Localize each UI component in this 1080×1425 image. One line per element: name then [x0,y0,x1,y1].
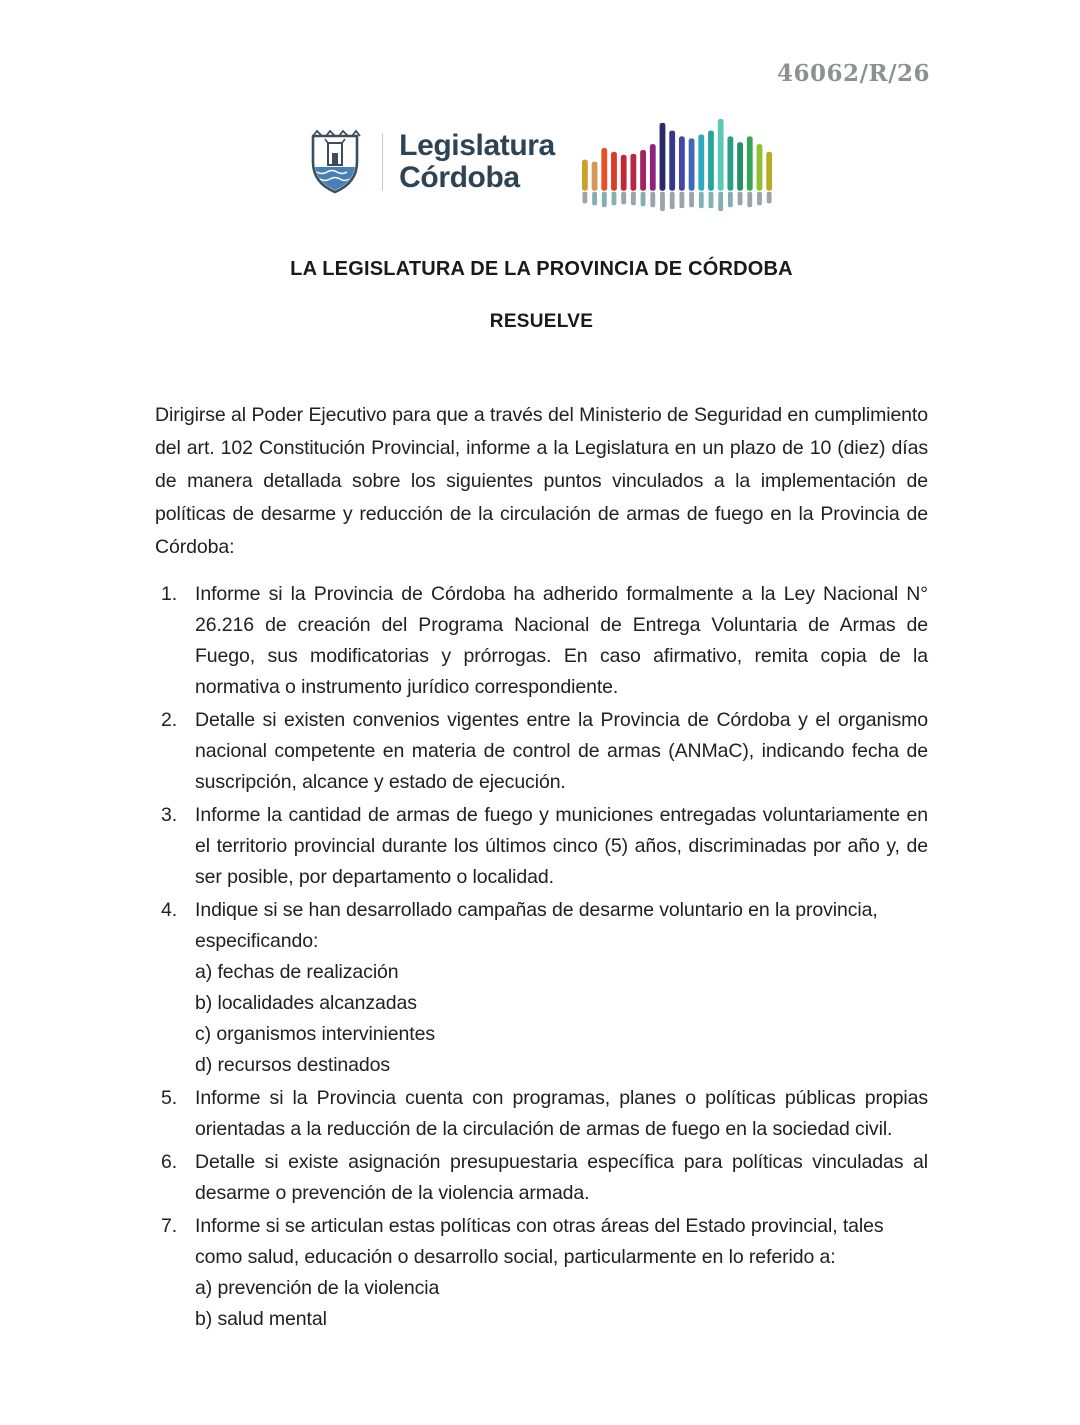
item-body [195,579,928,703]
intro-paragraph: Dirigirse al Poder Ejecutivo para que a través del Ministerio de Seguridad en cumplimiento del art. 102 Constitución Provincial, informe a la Legislatura en un plazo de 10 (diez) días de manera detallada sobre los siguientes puntos vinculados a la implementación de políticas de desarme y reducción de la circulación de armas de fuego en la Provincia de Córdoba: [155,404,928,558]
item-number: 2. [161,709,178,731]
item-number: 1. [161,583,178,605]
legislature-bars-icon [577,117,779,214]
item-sub-point: b) localidades alcanzadas [195,992,417,1014]
logo-wordmark-line1: Legislatura [399,128,555,162]
resolution-item [155,1147,928,1209]
item-body [195,800,928,893]
item-text: Indique si se han desarrollado campañas de desarme voluntario en la provincia, especificando: [195,899,878,952]
item-text: Informe la cantidad de armas de fuego y municiones entregadas voluntariamente en el territorio provincial durante los últimos cinco (5) años, discriminadas por año y, de ser posible, por departamento o localidad. [195,804,928,888]
resolution-item [155,705,928,798]
item-body [195,895,928,1081]
item-sub-point: a) prevención de la violencia [195,1277,440,1299]
document-subtitle: RESUELVE [489,311,594,332]
legislature-logo [155,112,928,212]
logo-wordmark-line2: Córdoba [399,161,520,194]
document-title: LA LEGISLATURA DE LA PROVINCIA DE CÓRDOBA [290,258,793,280]
logo-wordmark [399,130,561,194]
item-sub-point: a) fechas de realización [195,961,399,983]
item-number: 5. [161,1087,178,1109]
item-text: Informe si la Provincia de Córdoba ha adherido formalmente a la Ley Nacional N° 26.216 de creación del Programa Nacional de Entrega Voluntaria de Armas de Fuego, sus modificatorias y prórrogas. En caso afirmativo, remita copia de la normativa o instrumento jurídico correspondiente. [195,583,928,698]
item-text: Detalle si existen convenios vigentes entre la Provincia de Córdoba y el organismo nacional competente en materia de control de armas (ANMaC), indicando fecha de suscripción, alcance y estado de ejecución. [195,709,928,793]
item-sub-point: d) recursos destinados [195,1054,391,1076]
item-body [195,1083,928,1145]
resolution-item [155,579,928,703]
item-body [195,705,928,798]
item-sub-point: c) organismos intervinientes [195,1023,435,1045]
resolution-item [155,800,928,893]
item-sub-point: b) salud mental [195,1308,327,1330]
item-number: 6. [161,1151,178,1173]
item-number: 4. [161,899,178,921]
item-text: Informe si se articulan estas políticas con otras áreas del Estado provincial, tales como salud, educación o desarrollo social, particularmente en lo referido a: [195,1215,884,1268]
resolution-item [155,895,928,1081]
item-number: 7. [161,1215,178,1237]
item-number: 3. [161,804,178,826]
resolution-items-list [155,579,928,1335]
logo-divider [382,133,383,191]
file-reference-number: 46062/R/26 [777,60,930,87]
item-body [195,1147,928,1209]
cordoba-crest-icon [304,127,366,197]
item-text: Informe si la Provincia cuenta con programas, planes o políticas públicas propias orientadas a la reducción de la circulación de armas de fuego en la sociedad civil. [195,1087,928,1140]
item-text: Detalle si existe asignación presupuestaria específica para políticas vinculadas al desarme o prevención de la violencia armada. [195,1151,928,1204]
resolution-item [155,1083,928,1145]
item-body [195,1211,928,1335]
resolution-item [155,1211,928,1335]
